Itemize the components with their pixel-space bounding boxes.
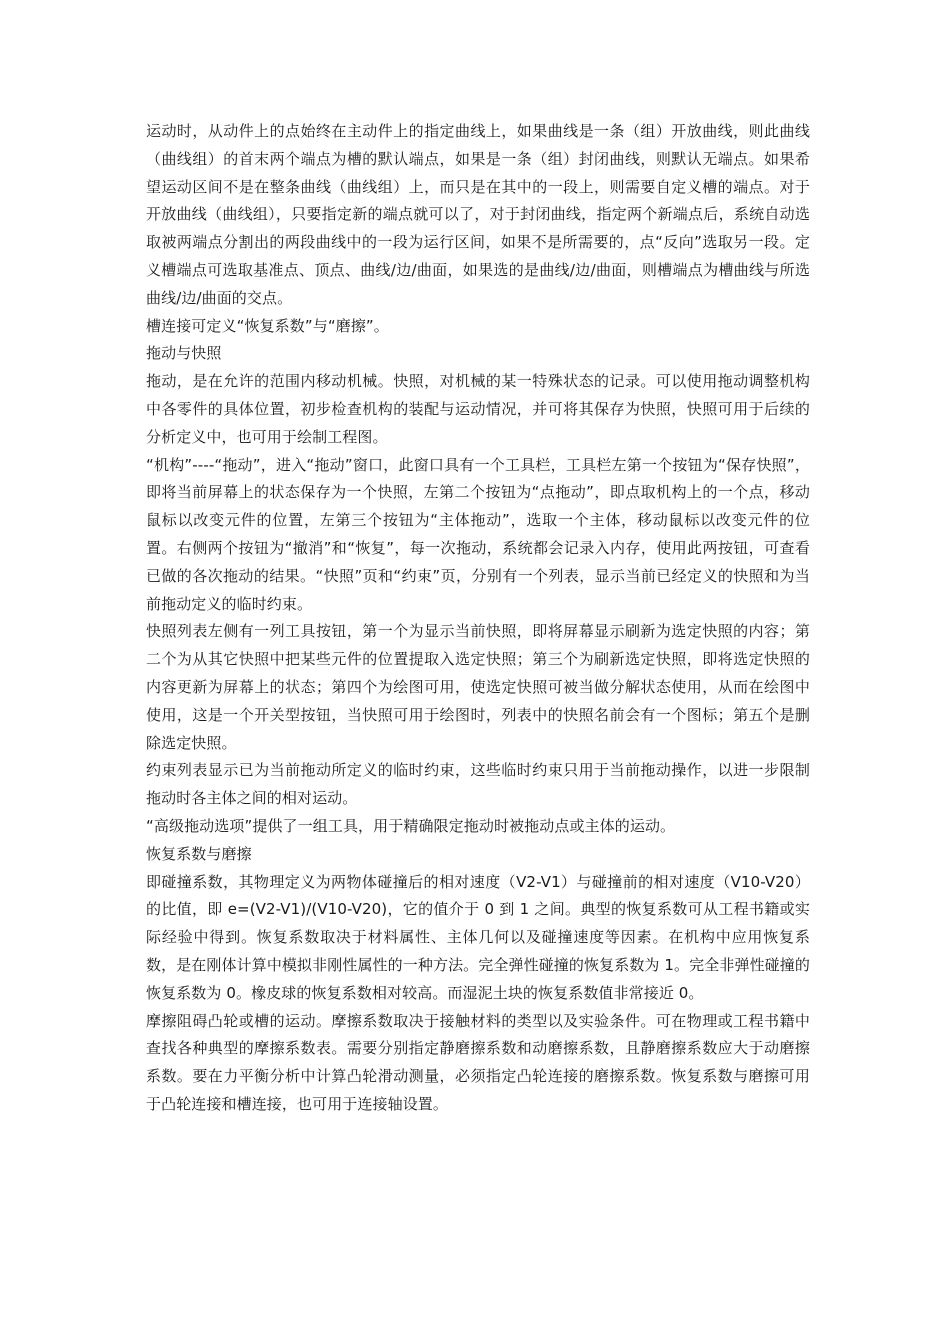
paragraph-advanced-drag: “高级拖动选项”提供了一组工具，用于精确限定拖动时被拖动点或主体的运动。 xyxy=(146,816,676,835)
paragraph-drag-definition: 拖动，是在允许的范围内移动机械。快照，对机械的某一特殊状态的记录。可以使用拖动调整机构中各零件的具体位置，初步检查机构的装配与运动情况，并可将其保存为快照，快照可用于后续的分析定义中，也可用于绘制工程图。 xyxy=(146,372,810,446)
paragraph-friction: 摩擦阻碍凸轮或槽的运动。摩擦系数取决于接触材料的类型以及实验条件。可在物理或工程书籍中查找各种典型的摩擦系数表。需要分别指定静磨擦系数和动磨擦系数，且静磨擦系数应大于动磨擦系数。要在力平衡分析中计算凸轮滑动测量，必须指定凸轮连接的磨擦系数。恢复系数与磨擦可用于凸轮连接和槽连接，也可用于连接轴设置。 xyxy=(146,1011,810,1113)
document-body xyxy=(146,118,810,1119)
paragraph-restitution: 即碰撞系数，其物理定义为两物体碰撞后的相对速度（V2-V1）与碰撞前的相对速度（V10-V20）的比值，即 e=(V2-V1)/(V10-V20)，它的值介于 0 到 1 之间。典型的恢复系数可从工程书籍或实际经验中得到。恢复系数取决于材料属性、主体几何以及碰撞速度等因素。在机构中应用恢复系数，是在刚体计算中模拟非刚性属性的一种方法。完全弹性碰撞的恢复系数为 1。完全非弹性碰撞的恢复系数为 0。橡皮球的恢复系数相对较高。而湿泥土块的恢复系数值非常接近 0。 xyxy=(146,872,810,1002)
paragraph-snapshot-list: 快照列表左侧有一列工具按钮，第一个为显示当前快照，即将屏幕显示刷新为选定快照的内容；第二个为从其它快照中把某些元件的位置提取入选定快照；第三个为刷新选定快照，即将选定快照的内容更新为屏幕上的状态；第四个为绘图可用，使选定快照可被当做分解状态使用，从而在绘图中使用，这是一个开关型按钮，当快照可用于绘图时，列表中的快照名前会有一个图标；第五个是删除选定快照。 xyxy=(146,622,810,752)
paragraph-constraint-list: 约束列表显示已为当前拖动所定义的临时约束，这些临时约束只用于当前拖动操作，以进一步限制拖动时各主体之间的相对运动。 xyxy=(146,761,810,808)
heading-drag-snapshot: 拖动与快照 xyxy=(146,344,222,363)
heading-restitution-friction: 恢复系数与磨擦 xyxy=(146,844,252,863)
paragraph-slot-connection: 槽连接可定义“恢复系数”与“磨擦”。 xyxy=(146,316,389,335)
paragraph-drag-window: “机构”----“拖动”，进入“拖动”窗口，此窗口具有一个工具栏，工具栏左第一个按钮为“保存快照”，即将当前屏幕上的状态保存为一个快照，左第二个按钮为“点拖动”，即点取机构上的一个点，移动鼠标以改变元件的位置，左第三个按钮为“主体拖动”，选取一个主体，移动鼠标以改变元件的位置。右侧两个按钮为“撤消”和“恢复”，每一次拖动，系统都会记录入内存，使用此两按钮，可查看已做的各次拖动的结果。“快照”页和“约束”页，分别有一个列表，显示当前已经定义的快照和为当前拖动定义的临时约束。 xyxy=(146,455,810,613)
paragraph-slot-endpoints: 运动时，从动件上的点始终在主动件上的指定曲线上，如果曲线是一条（组）开放曲线，则此曲线（曲线组）的首末两个端点为槽的默认端点，如果是一条（组）封闭曲线，则默认无端点。如果希望运动区间不是在整条曲线（曲线组）上，而只是在其中的一段上，则需要自定义槽的端点。对于开放曲线（曲线组），只要指定新的端点就可以了，对于封闭曲线，指定两个新端点后，系统自动选取被两端点分割出的两段曲线中的一段为运行区间，如果不是所需要的，点“反向”选取另一段。定义槽端点可选取基准点、顶点、曲线/边/曲面，如果选的是曲线/边/曲面，则槽端点为槽曲线与所选曲线/边/曲面的交点。 xyxy=(146,122,810,307)
